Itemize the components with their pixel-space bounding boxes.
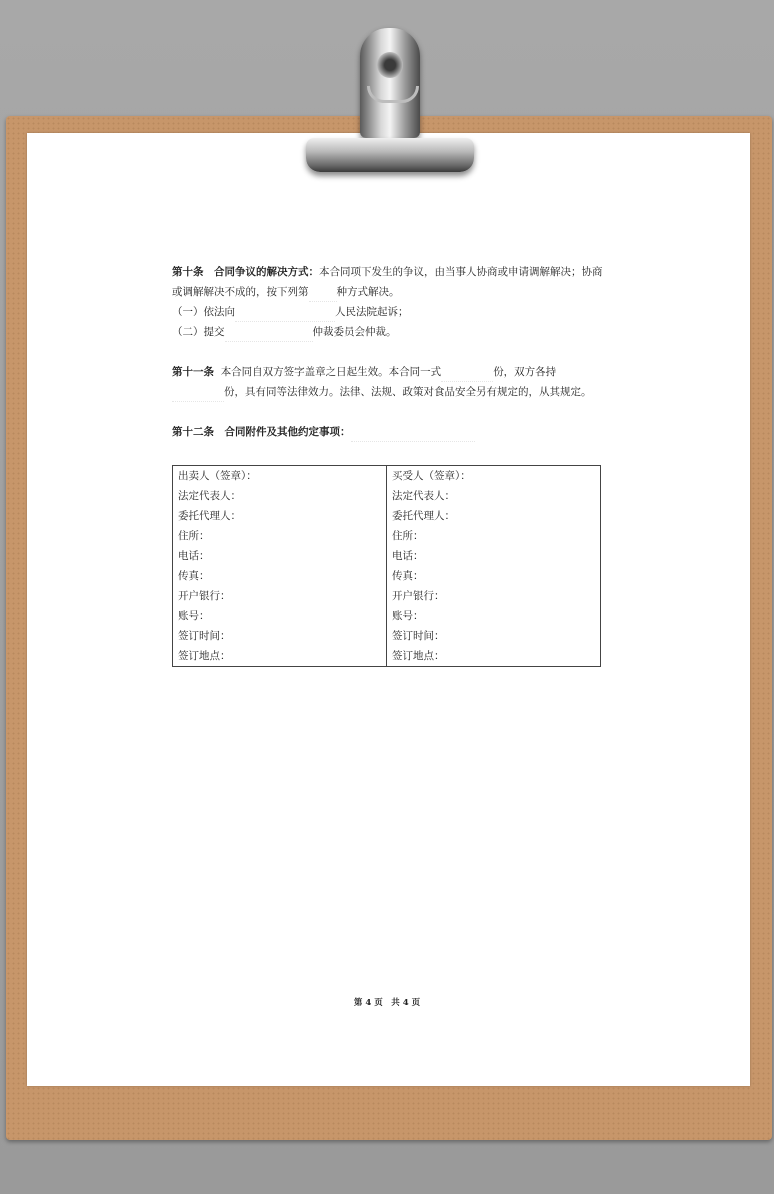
seller-fax: 传真： — [178, 570, 210, 582]
article-10-line-2: 或调解解决不成的，按下列第 种方式解决。 — [172, 282, 612, 302]
article-10-line-1: 第十条 合同争议的解决方式：本合同项下发生的争议，由当事人协商或申请调解解决；协商 — [172, 266, 603, 278]
buyer-column — [387, 466, 601, 667]
article-10-heading: 第十条 合同争议的解决方式： — [172, 266, 319, 278]
seller-address: 住所： — [178, 530, 210, 542]
article-12 — [172, 422, 612, 442]
seller-seal: 出卖人（签章）： — [178, 470, 257, 482]
buyer-phone: 电话： — [392, 550, 424, 562]
signature-table — [172, 465, 601, 667]
buyer-fax: 传真： — [392, 570, 424, 582]
buyer-address: 住所： — [392, 530, 424, 542]
article-11-heading: 第十一条 — [172, 366, 214, 378]
article-10 — [172, 262, 612, 342]
article-11-line-1: 第十一条 本合同自双方签字盖章之日起生效。本合同一式 份，双方各持 — [172, 362, 612, 382]
buyer-sign-place: 签订地点： — [392, 650, 445, 662]
buyer-agent: 委托代理人： — [392, 510, 455, 522]
buyer-account: 账号： — [392, 610, 424, 622]
seller-phone: 电话： — [178, 550, 210, 562]
buyer-seal: 买受人（签章）： — [392, 470, 471, 482]
blank-each-copies — [172, 401, 224, 402]
blank-attachments — [351, 441, 475, 442]
seller-account: 账号： — [178, 610, 210, 622]
buyer-bank: 开户银行： — [392, 590, 445, 602]
seller-column — [173, 466, 387, 667]
clip-hole — [377, 52, 403, 78]
article-11-line-2: 份，具有同等法律效力。法律、法规、政策对食品安全另有规定的，从其规定。 — [172, 382, 612, 402]
binder-clip-icon — [360, 28, 420, 138]
page-number: 第 4 页 共 4 页 — [353, 998, 421, 1008]
article-10-option-2: （二）提交 仲裁委员会仲裁。 — [172, 322, 612, 342]
seller-legal-rep: 法定代表人： — [178, 490, 241, 502]
seller-sign-date: 签订时间： — [178, 630, 231, 642]
article-11 — [172, 362, 612, 402]
seller-bank: 开户银行： — [178, 590, 231, 602]
seller-agent: 委托代理人： — [178, 510, 241, 522]
article-10-option-1: （一）依法向 人民法院起诉； — [172, 302, 612, 322]
blank-arbitration — [225, 341, 313, 342]
buyer-sign-date: 签订时间： — [392, 630, 445, 642]
buyer-legal-rep: 法定代表人： — [392, 490, 455, 502]
clip-base — [306, 138, 474, 172]
seller-sign-place: 签订地点： — [178, 650, 231, 662]
article-12-heading: 第十二条 合同附件及其他约定事项： — [172, 426, 351, 438]
